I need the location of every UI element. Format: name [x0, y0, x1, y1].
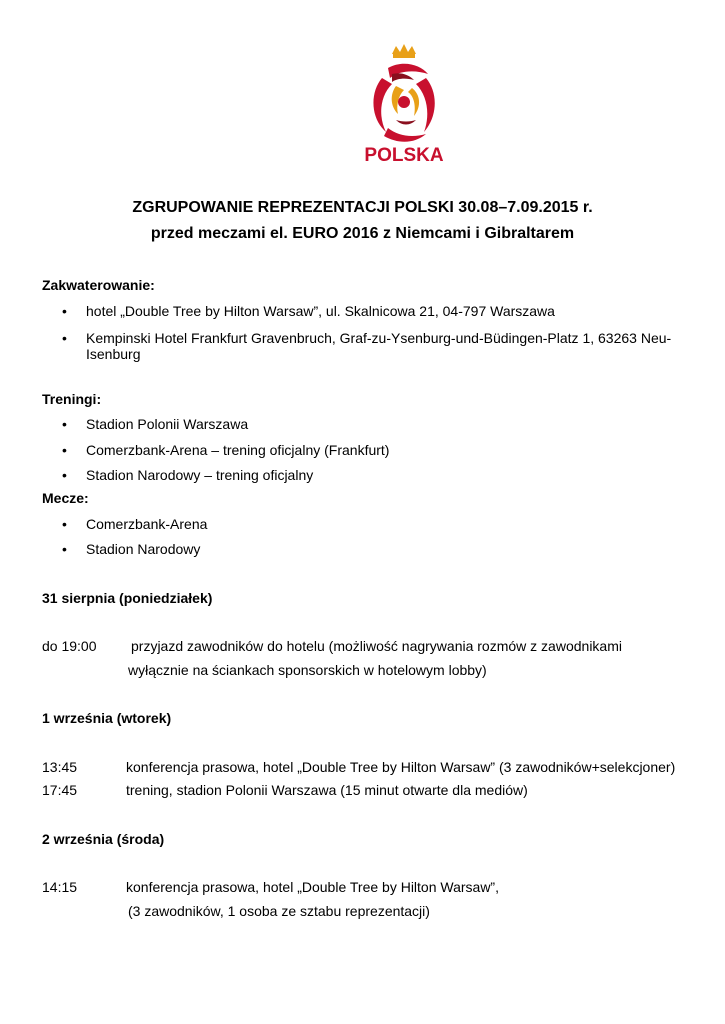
training-item-3: Stadion Narodowy – trening oficjalny	[86, 467, 314, 483]
bullet-icon: •	[62, 303, 67, 319]
schedule-day-heading: 2 września (środa)	[42, 831, 165, 847]
match-item-2: Stadion Narodowy	[86, 541, 201, 557]
bullet-icon: •	[62, 416, 67, 432]
schedule-time: 17:45	[42, 782, 78, 798]
bullet-icon: •	[62, 541, 67, 557]
bullet-icon: •	[62, 330, 67, 346]
bullet-icon: •	[62, 442, 67, 458]
schedule-day-heading: 31 sierpnia (poniedziałek)	[42, 590, 213, 606]
document-title-line2: przed meczami el. EURO 2016 z Niemcami i Gibraltarem	[150, 225, 575, 242]
polska-crest-icon	[362, 44, 446, 166]
bullet-icon: •	[62, 516, 67, 532]
schedule-entry-text-cont: (3 zawodników, 1 osoba ze sztabu reprezentacji)	[128, 903, 430, 919]
schedule-entry-text: trening, stadion Polonii Warszawa (15 minut otwarte dla mediów)	[126, 782, 528, 798]
accommodation-item-2: Kempinski Hotel Frankfurt Gravenbruch, Graf-zu-Ysenburg-und-Büdingen-Platz 1, 63263 Neu-	[86, 330, 672, 346]
schedule-time: 14:15	[42, 879, 78, 895]
crown-icon	[392, 44, 416, 54]
polska-logo	[362, 44, 446, 166]
document-title-line1: ZGRUPOWANIE REPREZENTACJI POLSKI 30.08–7.09.2015 r.	[132, 199, 593, 216]
accommodation-item-2-cont: Isenburg	[86, 346, 141, 362]
schedule-time: do 19:00	[42, 638, 97, 654]
training-item-2: Comerzbank-Arena – trening oficjalny (Frankfurt)	[86, 442, 390, 458]
logo-text: POLSKA	[364, 145, 444, 166]
bullet-icon: •	[62, 467, 67, 483]
schedule-entry-text: konferencja prasowa, hotel „Double Tree by Hilton Warsaw”,	[126, 879, 499, 895]
schedule-time: 13:45	[42, 759, 78, 775]
schedule-entry-text: przyjazd zawodników do hotelu (możliwość nagrywania rozmów z zawodnikami	[131, 638, 622, 654]
schedule-entry-text: konferencja prasowa, hotel „Double Tree by Hilton Warsaw” (3 zawodników+selekcjoner)	[126, 759, 676, 775]
schedule-entry-text-cont: wyłącznie na ściankach sponsorskich w hotelowym lobby)	[128, 662, 487, 678]
schedule-day-heading: 1 września (wtorek)	[42, 710, 172, 726]
accommodation-item-1: hotel „Double Tree by Hilton Warsaw”, ul. Skalnicowa 21, 04-797 Warszawa	[86, 303, 555, 319]
trainings-heading: Treningi:	[42, 391, 102, 407]
match-item-1: Comerzbank-Arena	[86, 516, 208, 532]
matches-heading: Mecze:	[42, 490, 89, 506]
training-item-1: Stadion Polonii Warszawa	[86, 416, 249, 432]
accommodation-heading: Zakwaterowanie:	[42, 277, 155, 293]
